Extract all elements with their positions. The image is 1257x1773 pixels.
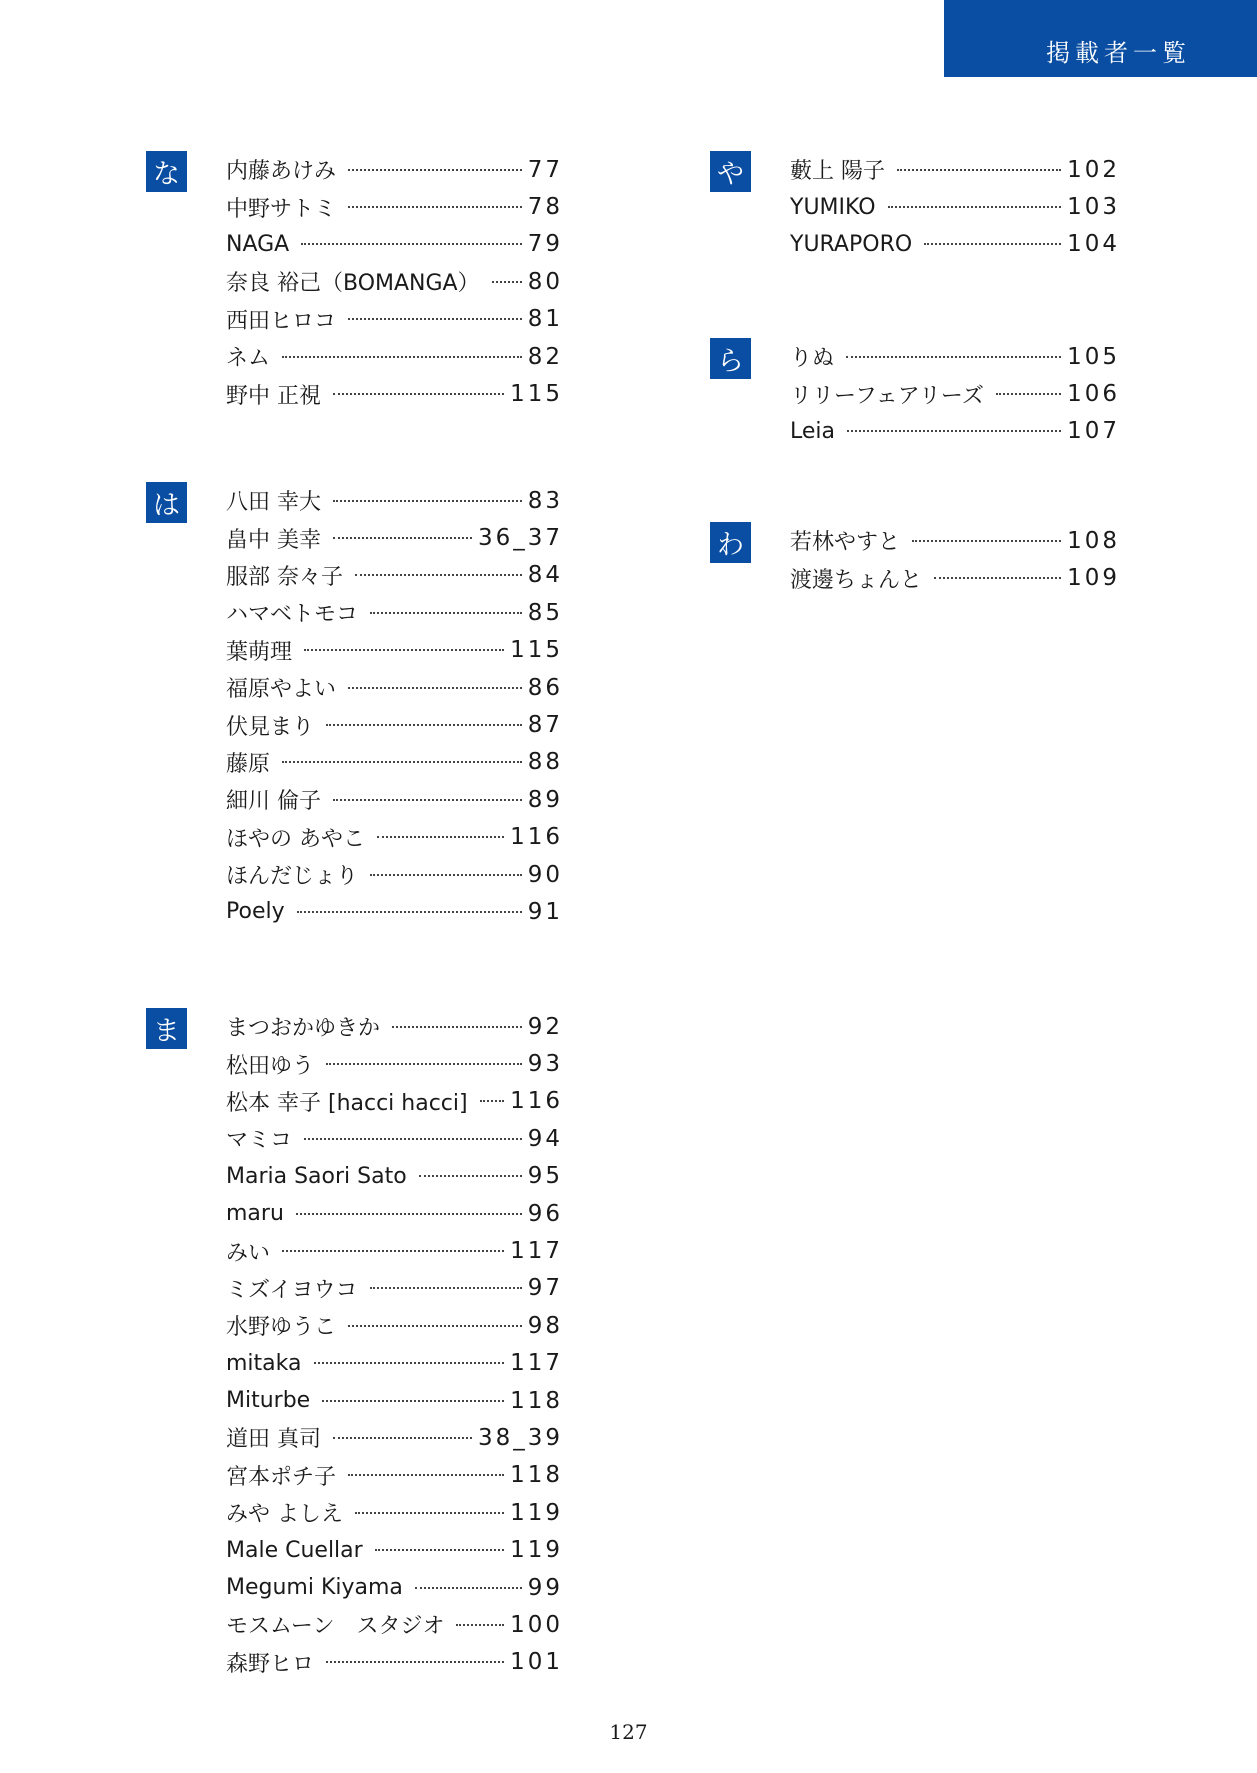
entry-page: 106	[1067, 381, 1120, 408]
dot-leader	[370, 874, 522, 876]
index-entry	[226, 1345, 563, 1382]
index-entry	[226, 1307, 563, 1344]
entry-name: 藪上 陽子	[790, 159, 885, 185]
entry-name: 福原やよい	[226, 677, 337, 703]
entry-name: 松田ゆう	[226, 1053, 315, 1079]
dot-leader	[370, 1287, 522, 1289]
dot-leader	[326, 1063, 522, 1065]
entry-page: 102	[1067, 156, 1120, 183]
entry-name: リリーフェアリーズ	[790, 383, 984, 409]
page-header	[944, 0, 1257, 77]
index-entry	[226, 263, 563, 300]
entry-page: 100	[510, 1611, 563, 1638]
index-entry	[790, 188, 1120, 225]
dot-leader	[355, 1512, 504, 1514]
dot-leader	[326, 1661, 504, 1663]
entry-page: 89	[527, 786, 563, 813]
dot-leader	[333, 393, 504, 395]
dot-leader	[282, 761, 522, 763]
dot-leader	[301, 243, 522, 245]
entry-page: 118	[510, 1462, 563, 1489]
dot-leader	[897, 169, 1061, 171]
index-entry	[226, 375, 563, 412]
dot-leader	[333, 1437, 472, 1439]
index-entry	[226, 781, 563, 818]
entry-page: 103	[1067, 194, 1120, 221]
entry-page: 116	[510, 1088, 563, 1115]
index-entry	[226, 1569, 563, 1606]
entry-name: マミコ	[226, 1128, 293, 1154]
entry-name: Miturbe	[226, 1388, 311, 1414]
entry-page: 117	[510, 1350, 563, 1377]
entry-page: 77	[527, 156, 563, 183]
entry-name: 内藤あけみ	[226, 159, 337, 185]
dot-leader	[996, 393, 1061, 395]
index-entry	[790, 559, 1120, 596]
index-entry	[226, 519, 563, 556]
entry-page: 109	[1067, 565, 1120, 592]
index-entry	[226, 188, 563, 225]
dot-leader	[355, 574, 522, 576]
index-entry	[226, 1008, 563, 1045]
entry-page: 92	[527, 1013, 563, 1040]
dot-leader	[415, 1587, 522, 1589]
entry-page: 79	[527, 231, 563, 258]
kana-badge: は	[146, 482, 187, 523]
dot-leader	[492, 281, 522, 283]
dot-leader	[348, 1325, 522, 1327]
entry-list	[226, 151, 563, 413]
entry-name: YUMIKO	[790, 194, 876, 220]
index-entry	[226, 632, 563, 669]
dot-leader	[888, 206, 1062, 208]
kana-badge: ら	[710, 338, 751, 379]
index-entry	[226, 1494, 563, 1531]
dot-leader	[480, 1100, 504, 1102]
entry-page: 108	[1067, 527, 1120, 554]
entry-page: 119	[510, 1499, 563, 1526]
kana-badge: な	[146, 151, 187, 192]
index-entry	[226, 482, 563, 519]
index-entry	[226, 1083, 563, 1120]
dot-leader	[322, 1400, 504, 1402]
entry-page: 93	[527, 1051, 563, 1078]
entry-page: 101	[510, 1649, 563, 1676]
entry-name: 八田 幸大	[226, 490, 321, 516]
entry-name: ネム	[226, 346, 271, 372]
entry-page: 99	[527, 1574, 563, 1601]
entry-name: 畠中 美幸	[226, 527, 321, 553]
index-entry	[790, 226, 1120, 263]
entry-name: Maria Saori Sato	[226, 1163, 407, 1189]
entry-name: 野中 正視	[226, 383, 321, 409]
entry-name: mitaka	[226, 1350, 302, 1376]
entry-name: 藤原	[226, 751, 271, 777]
entry-name: Megumi Kiyama	[226, 1575, 403, 1601]
entry-name: 細川 倫子	[226, 789, 321, 815]
index-entry	[226, 557, 563, 594]
entry-name: NAGA	[226, 231, 290, 257]
entry-page: 83	[527, 487, 563, 514]
dot-leader	[348, 1474, 504, 1476]
entry-page: 104	[1067, 231, 1120, 258]
index-entry	[790, 522, 1120, 559]
index-entry	[226, 1606, 563, 1643]
dot-leader	[392, 1026, 522, 1028]
index-entry	[226, 1120, 563, 1157]
entry-page: 85	[527, 599, 563, 626]
entry-page: 118	[510, 1387, 563, 1414]
index-entry	[226, 1382, 563, 1419]
kana-badge: ま	[146, 1008, 187, 1049]
entry-page: 97	[527, 1275, 563, 1302]
dot-leader	[348, 206, 522, 208]
dot-leader	[370, 612, 522, 614]
index-entry	[226, 1419, 563, 1456]
index-entry	[226, 1195, 563, 1232]
entry-name: 渡邊ちょんと	[790, 567, 923, 593]
entry-page: 88	[527, 749, 563, 776]
index-entry	[790, 413, 1120, 450]
entry-name: ほやの あやこ	[226, 826, 365, 852]
dot-leader	[296, 1213, 522, 1215]
entry-page: 81	[527, 306, 563, 333]
index-entry	[226, 1232, 563, 1269]
entry-name: 水野ゆうこ	[226, 1315, 337, 1341]
entry-name: 中野サトミ	[226, 196, 337, 222]
entry-name: 西田ヒロコ	[226, 308, 337, 334]
entry-list	[226, 1008, 563, 1681]
entry-name: ハマベトモコ	[226, 602, 359, 628]
dot-leader	[282, 1250, 504, 1252]
entry-page: 96	[527, 1200, 563, 1227]
dot-leader	[333, 500, 522, 502]
index-entry	[226, 1644, 563, 1681]
dot-leader	[934, 577, 1061, 579]
index-entry	[226, 744, 563, 781]
entry-name: 森野ヒロ	[226, 1651, 315, 1677]
dot-leader	[297, 911, 522, 913]
dot-leader	[348, 687, 522, 689]
entry-page: 115	[510, 637, 563, 664]
dot-leader	[912, 540, 1061, 542]
entry-name: 道田 真司	[226, 1427, 321, 1453]
entry-name: りぬ	[790, 346, 835, 372]
index-entry	[226, 1158, 563, 1195]
entry-name: 服部 奈々子	[226, 564, 343, 590]
dot-leader	[314, 1362, 505, 1364]
index-entry	[226, 1270, 563, 1307]
index-entry	[226, 856, 563, 893]
kana-badge: わ	[710, 522, 751, 563]
dot-leader	[419, 1175, 522, 1177]
entry-name: ほんだじょり	[226, 864, 359, 890]
entry-name: モスムーン スタジオ	[226, 1614, 445, 1640]
dot-leader	[348, 169, 522, 171]
dot-leader	[282, 356, 522, 358]
entry-name: 宮本ポチ子	[226, 1464, 337, 1490]
entry-name: 奈良 裕己（BOMANGA）	[226, 271, 480, 297]
page-title: 掲載者一覧	[1046, 39, 1191, 67]
index-entry	[226, 226, 563, 263]
entry-name: みや よしえ	[226, 1502, 343, 1528]
kana-badge: や	[710, 151, 751, 192]
entry-page: 36_37	[477, 525, 563, 552]
entry-page: 105	[1067, 343, 1120, 370]
entry-page: 82	[527, 343, 563, 370]
entry-page: 116	[510, 824, 563, 851]
entry-page: 115	[510, 381, 563, 408]
index-entry	[226, 819, 563, 856]
dot-leader	[846, 356, 1061, 358]
page-number: 127	[609, 1720, 648, 1744]
entry-page: 38_39	[477, 1424, 563, 1451]
index-entry	[226, 1531, 563, 1568]
entry-page: 87	[527, 712, 563, 739]
index-entry	[790, 151, 1120, 188]
entry-list	[790, 522, 1120, 597]
entry-name: 伏見まり	[226, 714, 315, 740]
entry-page: 80	[527, 268, 563, 295]
entry-page: 107	[1067, 418, 1120, 445]
index-entry	[226, 893, 563, 930]
dot-leader	[304, 1138, 522, 1140]
entry-list	[790, 151, 1120, 263]
entry-name: ミズイヨウコ	[226, 1277, 358, 1303]
index-entry	[226, 669, 563, 706]
entry-name: Male Cuellar	[226, 1537, 363, 1563]
entry-name: 葉萌理	[226, 639, 293, 665]
index-entry	[790, 338, 1120, 375]
entry-page: 86	[527, 674, 563, 701]
entry-name: 松本 幸子 [hacci hacci]	[226, 1090, 468, 1116]
entry-page: 90	[527, 861, 563, 888]
dot-leader	[377, 836, 504, 838]
entry-page: 91	[527, 898, 563, 925]
index-entry	[226, 301, 563, 338]
entry-name: Poely	[226, 899, 285, 925]
dot-leader	[456, 1624, 504, 1626]
index-entry	[226, 706, 563, 743]
entry-list	[226, 482, 563, 931]
dot-leader	[348, 318, 522, 320]
entry-list	[790, 338, 1120, 450]
index-entry	[226, 594, 563, 631]
entry-name: maru	[226, 1201, 284, 1227]
dot-leader	[847, 430, 1061, 432]
index-entry	[790, 375, 1120, 412]
index-entry	[226, 338, 563, 375]
dot-leader	[375, 1549, 504, 1551]
entry-page: 95	[527, 1163, 563, 1190]
dot-leader	[304, 649, 504, 651]
entry-page: 119	[510, 1537, 563, 1564]
index-entry	[226, 151, 563, 188]
entry-name: Leia	[790, 418, 835, 444]
index-entry	[226, 1045, 563, 1082]
entry-page: 117	[510, 1238, 563, 1265]
dot-leader	[326, 724, 522, 726]
entry-name: 若林やすと	[790, 530, 901, 556]
entry-page: 94	[527, 1125, 563, 1152]
dot-leader	[333, 799, 522, 801]
index-entry	[226, 1457, 563, 1494]
dot-leader	[333, 537, 472, 539]
entry-name: YURAPORO	[790, 231, 913, 257]
dot-leader	[924, 243, 1061, 245]
entry-page: 78	[527, 194, 563, 221]
entry-page: 98	[527, 1312, 563, 1339]
entry-name: みい	[226, 1240, 271, 1266]
entry-page: 84	[527, 562, 563, 589]
entry-name: まつおかゆきか	[226, 1016, 381, 1042]
